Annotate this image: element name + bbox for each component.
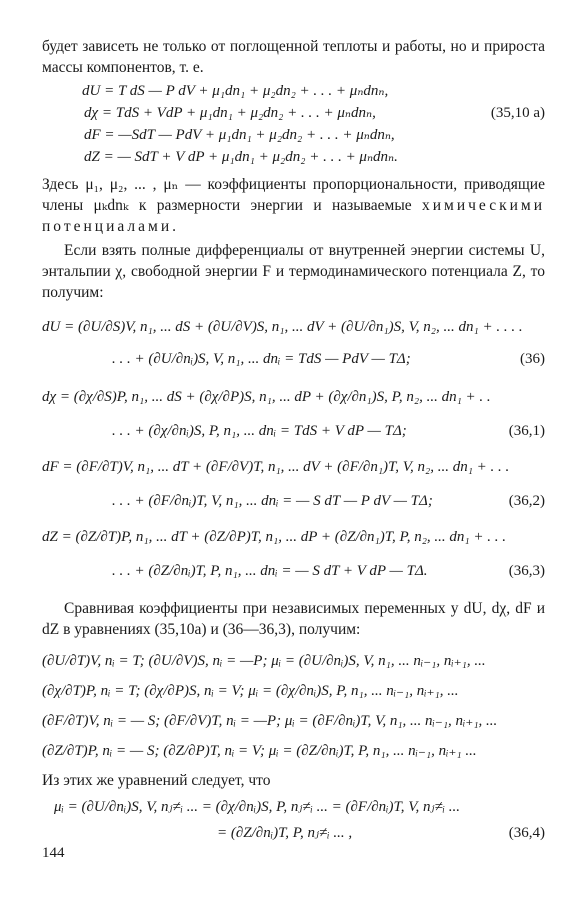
- equation-36-line-2: . . . + (∂U/∂nᵢ)S, V, n₁, ... dnᵢ = TdS — PdV — TΔ; (36): [42, 348, 545, 370]
- equation-36-4-line-1: μᵢ = (∂U/∂nᵢ)S, V, nⱼ≠ᵢ ... = (∂χ/∂nᵢ)S, P, nⱼ≠ᵢ ... = (∂F/∂nᵢ)T, V, nⱼ≠ᵢ ...: [54, 799, 461, 815]
- coefficient-row-F: (∂F/∂T)V, nᵢ = — S; (∂F/∂V)T, nᵢ = —P; μᵢ = (∂F/∂nᵢ)T, V, n₁, ... nᵢ₋₁, nᵢ₊₁, ...: [42, 713, 498, 729]
- equation-number-36-4: (36,4): [508, 825, 545, 841]
- equation-35-10a-line-3: dF = —SdT — PdV + μ₁dn₁ + μ₂dn₂ + . . . + μₙdnₙ,: [84, 127, 395, 143]
- follows-paragraph: Из этих же уравнений следует, что: [42, 772, 271, 789]
- coefficient-row-chi: (∂χ/∂T)P, nᵢ = T; (∂χ/∂P)S, nᵢ = V; μᵢ = (∂χ/∂nᵢ)S, P, n₁, ... nᵢ₋₁, nᵢ₊₁, ...: [42, 683, 459, 699]
- equation-35-10a-line-1: dU = T dS — P dV + μ₁dn₁ + μ₂dn₂ + . . . + μₙdnₙ,: [82, 83, 389, 99]
- equation-36-3-line-1: dZ = (∂Z/∂T)P, n₁, ... dT + (∂Z/∂P)T, n₁, ... dP + (∂Z/∂n₁)T, P, n₂, ... dn₁ + . . .: [42, 529, 507, 545]
- equation-35-10a-line-4: dZ = — SdT + V dP + μ₁dn₁ + μ₂dn₂ + . . . + μₙdnₙ.: [84, 149, 398, 165]
- equation-36-4-line-2: = (∂Z/∂nᵢ)T, P, nⱼ≠ᵢ ... , (36,4): [42, 822, 545, 844]
- equation-number-36: (36): [520, 351, 545, 367]
- equation-number-36-2: (36,2): [508, 493, 545, 509]
- intro-paragraph: будет зависеть не только от поглощенной теплоты и работы, но и прироста массы компонентов, т. е.: [42, 38, 545, 76]
- coefficient-row-U: (∂U/∂T)V, nᵢ = T; (∂U/∂V)S, nᵢ = —P; μᵢ = (∂U/∂nᵢ)S, V, n₁, ... nᵢ₋₁, nᵢ₊₁, ...: [42, 653, 486, 669]
- coefficient-row-Z: (∂Z/∂T)P, nᵢ = — S; (∂Z/∂P)T, nᵢ = V; μᵢ = (∂Z/∂nᵢ)T, P, n₁, ... nᵢ₋₁, nᵢ₊₁ ...: [42, 743, 477, 759]
- equation-number-36-3: (36,3): [508, 563, 545, 579]
- compare-coefficients-paragraph: Сравнивая коэффициенты при независимых переменных у dU, dχ, dF и dZ в уравнениях (35,10а) и (36—36,3), получим:: [42, 600, 545, 638]
- page-number: 144: [42, 845, 65, 861]
- equation-35-10a-line-2: dχ = TdS + VdP + μ₁dn₁ + μ₂dn₂ + . . . + μₙdnₙ, (35,10 а): [42, 102, 545, 124]
- full-differentials-paragraph: Если взять полные дифференциалы от внутренней энергии системы U, энтальпии χ, свободной энергии F и термодинамического потенциала Z, то получим:: [42, 242, 545, 301]
- equation-36-1-line-1: dχ = (∂χ/∂S)P, n₁, ... dS + (∂χ/∂P)S, n₁, ... dP + (∂χ/∂n₁)S, P, n₂, ... dn₁ + . .: [42, 389, 491, 405]
- equation-36-3-line-2: . . . + (∂Z/∂nᵢ)T, P, n₁, ... dnᵢ = — S dT + V dP — TΔ. (36,3): [42, 560, 545, 582]
- equation-36-2-line-1: dF = (∂F/∂T)V, n₁, ... dT + (∂F/∂V)T, n₁, ... dV + (∂F/∂n₁)T, V, n₂, ... dn₁ + . . .: [42, 459, 510, 475]
- equation-number-35-10a: (35,10 а): [490, 105, 545, 121]
- equation-36-2-line-2: . . . + (∂F/∂nᵢ)T, V, n₁, ... dnᵢ = — S dT — P dV — TΔ; (36,2): [42, 490, 545, 512]
- equation-36-line-1: dU = (∂U/∂S)V, n₁, ... dS + (∂U/∂V)S, n₁, ... dV + (∂U/∂n₁)S, V, n₂, ... dn₁ + . . . .: [42, 319, 523, 335]
- chemical-potential-paragraph: Здесь μ₁, μ₂, ... , μₙ — коэффициенты пропорциональности, приводящие члены μₖdnₖ к размерности энергии и называемые химическими потенциалами.: [42, 176, 546, 235]
- equation-number-36-1: (36,1): [508, 423, 545, 439]
- equation-36-1-line-2: . . . + (∂χ/∂nᵢ)S, P, n₁, ... dnᵢ = TdS + V dP — TΔ; (36,1): [42, 420, 545, 442]
- chemical-potentials-term: химическими потенциалами.: [42, 197, 546, 235]
